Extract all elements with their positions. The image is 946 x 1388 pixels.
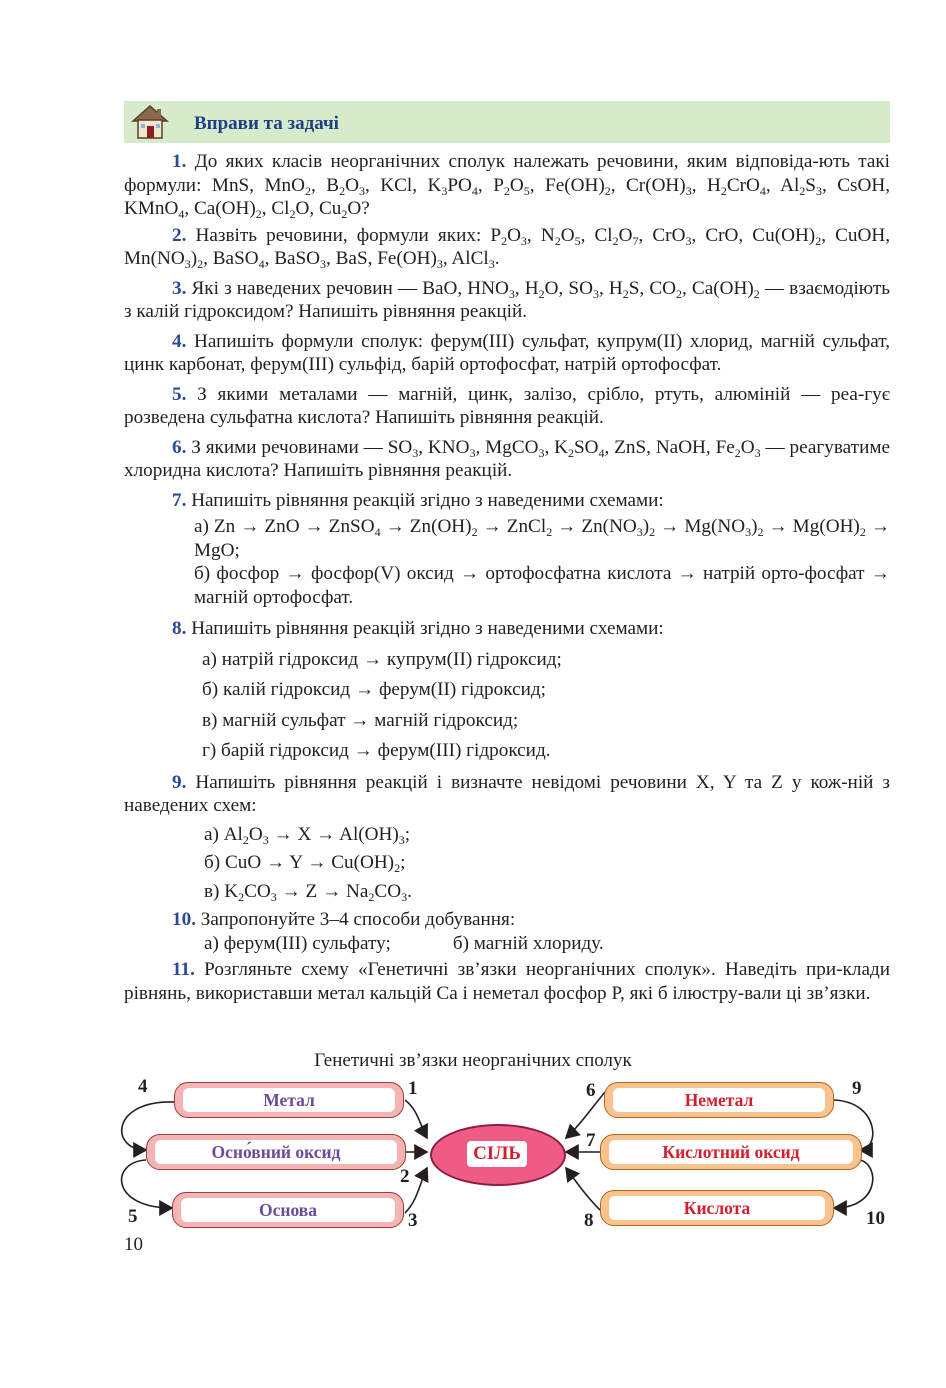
task-9: 9. Напишіть рівняння реакцій і визначте невідомі речовини X, Y та Z у кож-ній з наведених схем: xyxy=(124,771,890,816)
task-3: 3. Які з наведених речовин — BaO, $HNO_3$, $H_2O$, $SO_3$, $H_2S$, $CO_2$, $Ca(OH)_2$ — взаємодіють з калій гідроксидом? Напишіть рівняння реакцій. xyxy=(124,277,891,322)
task-number: 10. xyxy=(172,909,196,930)
arrow-number: 1 xyxy=(408,1078,418,1099)
basic-oxide-label: Осно́вний оксид xyxy=(155,1140,397,1164)
task-8b: б) калій гідроксид → ферум(II) гідроксид; xyxy=(202,679,546,700)
acid-oxide-label: Кислотний оксид xyxy=(609,1140,853,1164)
task-number: 7. xyxy=(172,489,187,511)
metal-box xyxy=(174,1082,404,1118)
section-header xyxy=(124,101,890,143)
task-1: 1. До яких класів неорганічних сполук належать речовини, яким відповіда-ють такі формули: MnS, MnO$_2$, $B_2O_3$, KCl, $K_3PO_4$, $P_2O_5$, $Fe(OH)_2$, $Cr(OH)_3$, $H_2CrO_4$, $Al_2S_3$, CsOH, KMnO$_4$, $Ca(OH)_2$, $Cl_2O$, $Cu_2O$? xyxy=(124,151,891,221)
task-2: 2. Назвіть речовини, формули яких: $P_2O_3$, $N_2O_5$, $Cl_2O_7$, CrO$_3$, CrO, $Cu(OH)_2$, CuOH, $Mn(NO_3)_2$, BaSO$_4$, BaSO$_3$, BaS, $Fe(OH)_3$, AlCl$_3$. xyxy=(124,224,891,271)
task-8d: г) барій гідроксид → ферум(III) гідроксид. xyxy=(202,740,551,761)
house-icon xyxy=(130,103,170,141)
task-8a: а) натрій гідроксид → купрум(II) гідроксид; xyxy=(202,648,562,670)
arrow-number: 2 xyxy=(400,1166,410,1187)
base-box xyxy=(172,1192,404,1228)
task-9a: а) $Al_2O_3 \to X \to Al(OH)_3$; xyxy=(204,823,411,847)
task-6: 6. З якими речовинами — $SO_3$, $KNO_3$, MgCO$_3$, $K_2SO_4$, ZnS, NaOH, $Fe_2O_3$ — реагуватиме хлоридна кислота? Напишіть рівняння реакцій. xyxy=(124,436,890,481)
task-5: 5. З якими металами — магній, цинк, залізо, срібло, ртуть, алюміній — реа-гує розведена сульфатна кислота? Напишіть рівняння реакцій. xyxy=(124,383,890,428)
task-7: 7. Напишіть рівняння реакцій згідно з наведеними схемами: xyxy=(172,489,664,511)
basic-oxide-box xyxy=(146,1134,406,1170)
task-10: 10. Запропонуйте 3–4 способи добування: xyxy=(172,909,516,930)
arrow-number: 3 xyxy=(408,1210,418,1231)
task-9b: б) CuO → $Y \to Cu(OH)_2$; xyxy=(204,852,406,875)
base-label: Основа xyxy=(181,1198,395,1222)
nonmetal-label: Неметал xyxy=(613,1088,825,1112)
arrow-number: 10 xyxy=(866,1208,885,1229)
task-9c: в) $K_2CO_3 \to Z \to Na_2CO_3$. xyxy=(204,880,412,904)
exercise-list xyxy=(124,150,890,1005)
arrow-number: 6 xyxy=(586,1080,596,1101)
nonmetal-box xyxy=(604,1082,834,1118)
task-number: 3. xyxy=(172,277,187,299)
metal-label: Метал xyxy=(183,1088,395,1112)
page-number: 10 xyxy=(124,1234,143,1255)
task-number: 2. xyxy=(172,224,187,246)
salt-node xyxy=(430,1124,566,1186)
task-8c: в) магній сульфат → магній гідроксид; xyxy=(202,709,519,731)
section-title: Вправи та задачі xyxy=(194,113,339,134)
task-number: 11. xyxy=(172,959,195,980)
diagram-title: Генетичні зв’язки неорганічних сполук xyxy=(314,1050,632,1071)
arrow-number: 7 xyxy=(586,1130,596,1151)
task-number: 6. xyxy=(172,436,187,458)
task-11: 11. Розгляньте схему «Генетичні зв’язки неорганічних сполук». Наведіть при-клади рівнянь, використавши метал кальцій Ca і неметал фосфор P, які б ілюстру-вали ці зв’язки. xyxy=(124,959,890,1004)
task-number: 9. xyxy=(172,771,187,793)
task-number: 8. xyxy=(172,618,187,639)
arrow-number: 9 xyxy=(852,1078,862,1099)
acid-oxide-box xyxy=(600,1134,862,1170)
task-8: 8. Напишіть рівняння реакцій згідно з наведеними схемами: xyxy=(172,618,664,639)
arrow-number: 4 xyxy=(138,1076,148,1097)
task-4: 4. Напишіть формули сполук: ферум(III) сульфат, купрум(II) хлорид, магній сульфат, цинк карбонат, ферум(III) сульфід, барій ортофосфат, натрій ортофосфат. xyxy=(124,330,890,375)
task-number: 4. xyxy=(172,330,187,352)
task-7a: а) Zn → ZnO → ZnSO$_4$ → $Zn(OH)_2$ → ZnCl$_2$ → $Zn(NO_3)_2 \to Mg(NO_3)_2 \to Mg(OH)_2$ → MgO; xyxy=(194,516,891,561)
salt-label: СІЛЬ xyxy=(467,1141,527,1167)
acid-box xyxy=(600,1190,834,1226)
acid-label: Кислота xyxy=(609,1196,825,1220)
task-number: 1. xyxy=(172,151,187,172)
task-7b: б) фосфор → фосфор(V) оксид → ортофосфатна кислота → натрій орто-фосфат → магній ортофосфат. xyxy=(194,563,890,608)
arrow-number: 8 xyxy=(584,1210,594,1231)
task-10-options: а) ферум(III) сульфату; б) магній хлориду. xyxy=(204,932,604,954)
arrow-number: 5 xyxy=(128,1206,138,1227)
task-number: 5. xyxy=(172,383,187,405)
